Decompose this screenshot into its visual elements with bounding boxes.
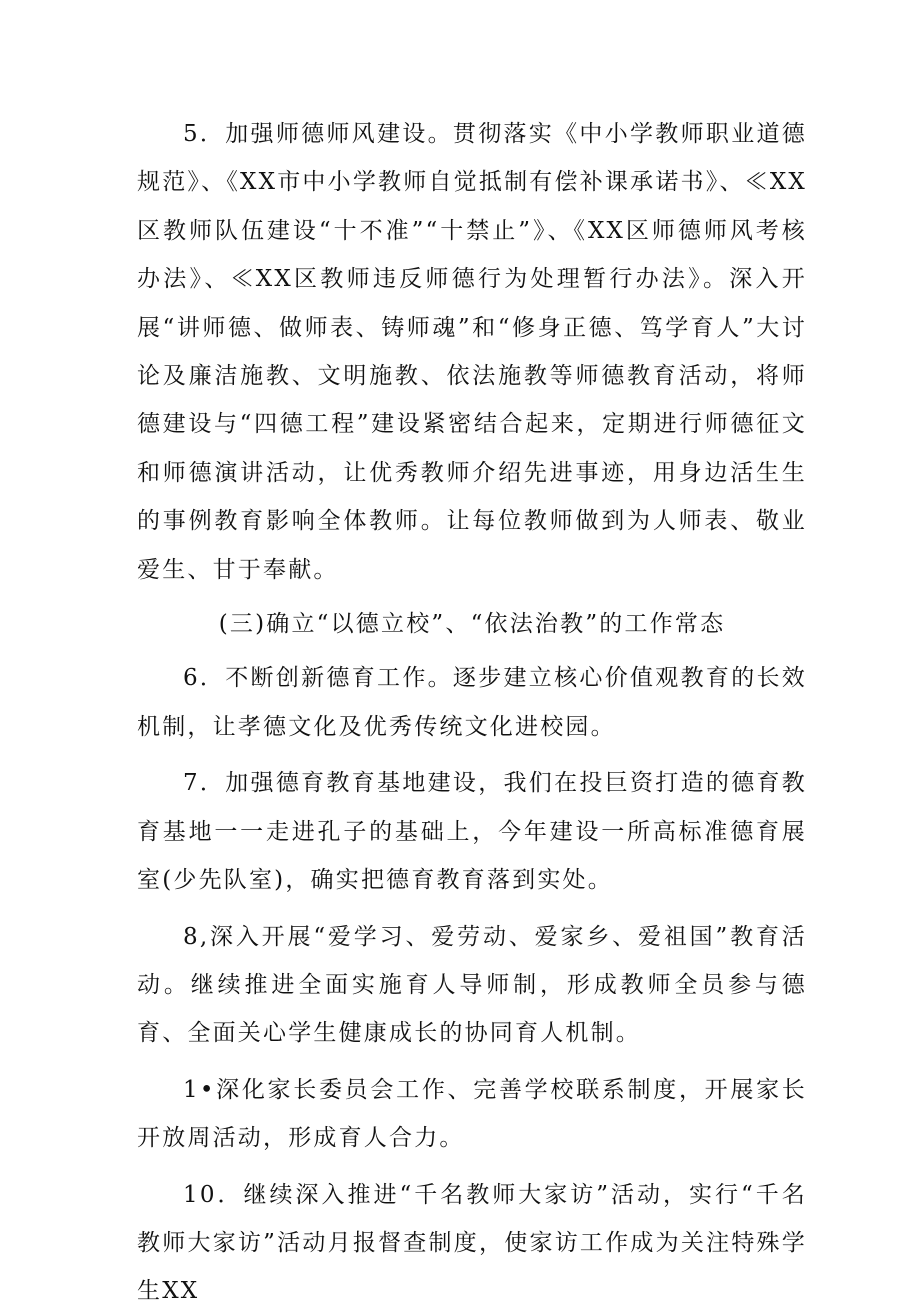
section-heading-3: (三)确立“以德立校”、“依法治教”的工作常态 [218, 611, 726, 638]
paragraph-7-education-base: 7．加强德育教育基地建设，我们在投巨资打造的德育教育基地一一走进孔子的基础上，今年建设一所高标准德育展室(少先队室)，确实把德育教育落到实处。 [137, 770, 807, 894]
paragraph-9-parent-committee: 1•深化家长委员会工作、完善学校联系制度，开展家长开放周活动，形成育人合力。 [137, 1076, 807, 1152]
document-body [137, 110, 807, 1316]
paragraph-10-home-visits: 10．继续深入推进“千名教师大家访”活动，实行“千名教师大家访”活动月报督查制度，使家访工作成为关注特殊学生XX [137, 1181, 807, 1305]
paragraph-6-moral-education: 6．不断创新德育工作。逐步建立核心价值观教育的长效机制，让孝德文化及优秀传统文化进校园。 [137, 665, 807, 740]
paragraph-5-teacher-ethics: 5．加强师德师风建设。贯彻落实《中小学教师职业道德规范》、《XX市中小学教师自觉抵制有偿补课承诺书》、≪XX区教师队伍建设“十不准”“十禁止”》、《XX区师德师风考核办法》、≪XX区教师违反师德行为处理暂行办法》。深入开展“讲师德、做师表、铸师魂”和“修身正德、笃学育人”大讨论及廉洁施教、文明施教、依法施教等师德教育活动，将师德建设与“四德工程”建设紧密结合起来，定期进行师德征文和师德演讲活动，让优秀教师介绍先进事迹，用身边活生生的事例教育影响全体教师。让每位教师做到为人师表、敬业爱生、甘于奉献。 [137, 121, 807, 583]
paragraph-8-love-activities: 8,深入开展“爱学习、爱劳动、爱家乡、爱祖国”教育活动。继续推进全面实施育人导师制，形成教师全员参与德育、全面关心学生健康成长的协同育人机制。 [137, 923, 807, 1047]
